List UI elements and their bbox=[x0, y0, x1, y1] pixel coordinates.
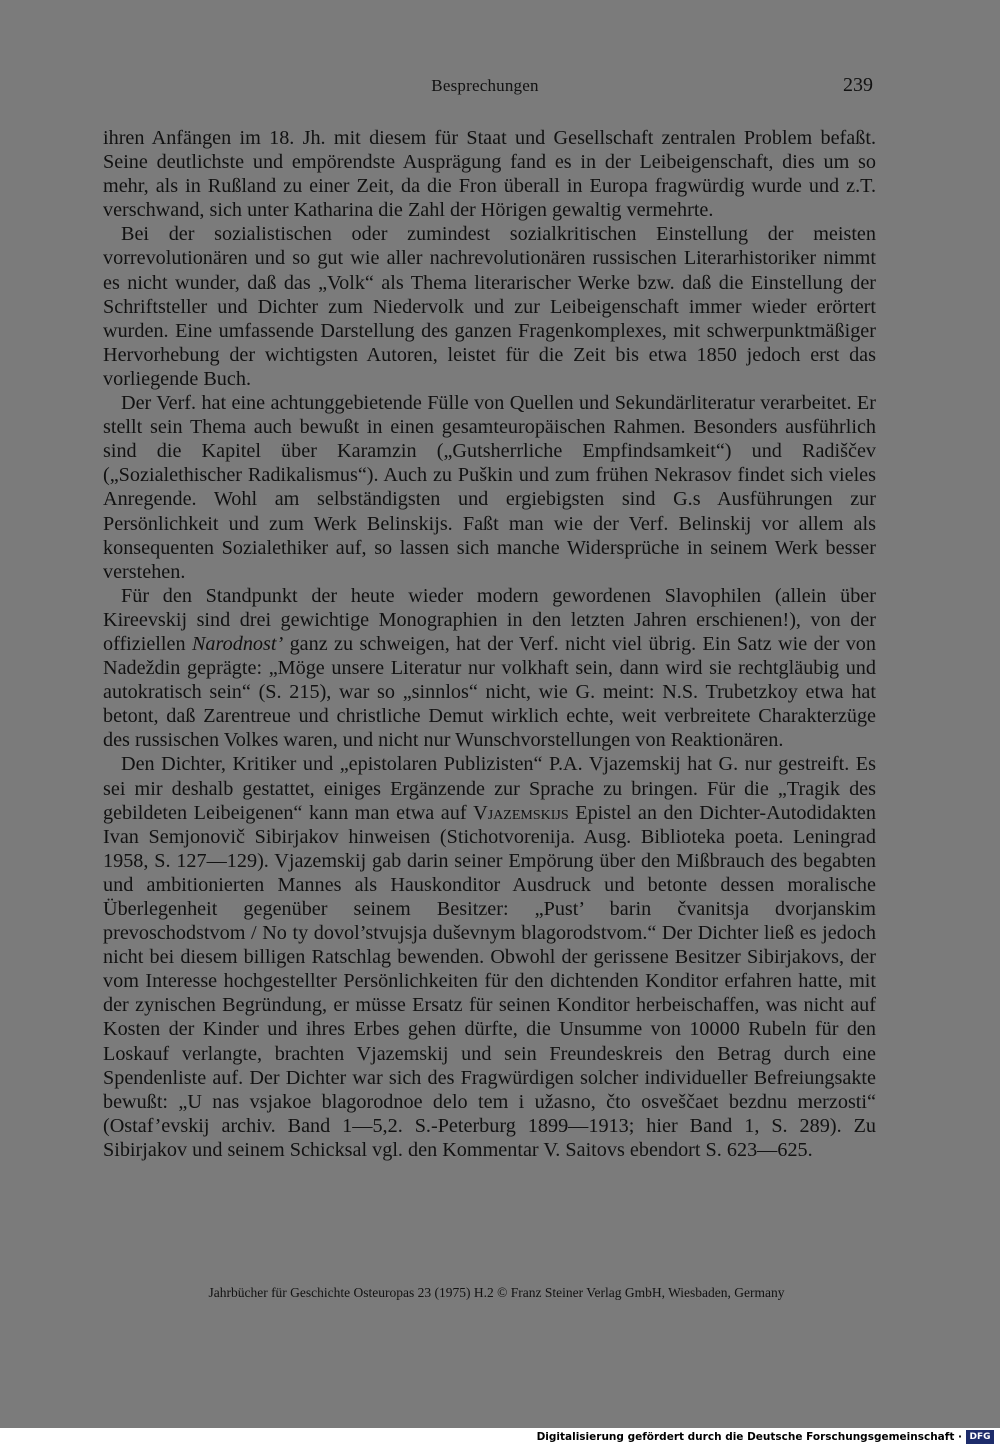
paragraph-5-text-b: Epistel an den Dichter-Autodidakten Ivan Semjonovič Sibirjakov hinweisen (Stichotvorenija. Ausg. Biblioteka poeta. Leningrad 1958, S. 127—129). Vjazemskij gab darin seiner Empörung über den Mißbrauch des begabten und ambitionierten Mannes als Hauskonditor Ausdruck und betonte dessen moralische Überlegenheit gegenüber seinem Besitzer: „Pust’ barin čvanitsja dvorjanskim prevoschodstvom / No ty dovol’stvujsja duševnym blagorodstvom.“ Der Dichter ließ es jedoch nicht bei diesem billigen Ratschlag bewenden. Obwohl der gerissene Besitzer Sibirjakovs, der vom Interesse hochgestellter Persönlichkeiten für den dichtenden Konditor erfahren hatte, mit der zynischen Begründung, er müsse Ersatz für seinen Konditor herbeischaffen, was nicht auf Kosten der Kinder und ihres Erbes gehen dürfte, die Unsumme von 10000 Rubeln für den Loskauf verlangte, brachten Vjazemskij und sein Freundeskreis den Betrag durch eine Spendenliste auf. Der Dichter war sich des Fragwürdigen solcher individueller Befreiungsakte bewußt: „U nas vsjakoe blagorodnoe delo tem i užasno, čto osveščaet bezdnu merzosti“ (Ostaf’evskij archiv. Band 1—5,2. S.-Peterburg 1899—1913; hier Band 1, S. 289). Zu Sibirjakov und seinem Schicksal vgl. den Kommentar V. Saitovs ebendort S. 623—625. bbox=[103, 801, 876, 1161]
paragraph-5-text-a: Den Dichter, Kritiker und „epistolaren Publizisten“ P.A. Vjazemskij hat G. nur gestreift. Es sei mir deshalb gestattet, einiges Ergänzende zur Sprache zu bringen. Für die „Tragik des gebildeten Leibeigenen“ kann man etwa auf bbox=[103, 753, 876, 824]
dfg-logo: DFG bbox=[966, 1430, 994, 1444]
paragraph-4-text-a: Für den Standpunkt der heute wieder modern gewordenen Slavophilen (allein über Kireevskij sind drei gewichtige Monographien in den letzten Jahren erschienen!), von der offiziellen bbox=[103, 584, 876, 655]
digitization-credit: Digitalisierung gefördert durch die Deutsche Forschungsgemeinschaft · bbox=[536, 1431, 962, 1443]
digitization-bar bbox=[0, 1428, 1000, 1447]
paragraph-5 bbox=[103, 752, 876, 1162]
article-body bbox=[103, 126, 876, 1162]
journal-citation-footer: Jahrbücher für Geschichte Osteuropas 23 (1975) H.2 © Franz Steiner Verlag GmbH, Wiesbaden, Germany bbox=[208, 1285, 785, 1300]
paragraph-3: Der Verf. hat eine achtunggebietende Fülle von Quellen und Sekundärliteratur verarbeitet. Er stellt sein Thema auch bewußt in einen gesamteuropäischen Rahmen. Besonders ausführlich sind die Kapitel über Karamzin („Gutsherrliche Empfindsamkeit“) und Radiščev („Sozialethischer Radikalismus“). Auch zu Puškin und zum frühen Nekrasov findet sich vieles Anregende. Wohl am selbständigsten und ergiebigsten sind G.s Ausführungen zur Persönlichkeit und zum Werk Belinskijs. Faßt man wie der Verf. Belinskij vor allem als konsequenten Sozialethiker auf, so lassen sich manche Widersprüche in seinem Werk besser verstehen. bbox=[103, 392, 876, 583]
paragraph-2: Bei der sozialistischen oder zumindest sozialkritischen Einstellung der meisten vorrevolutionären und so gut wie aller nachrevolutionären russischen Literarhistoriker nimmt es nicht wunder, daß das „Volk“ als Thema literarischer Werke bzw. daß die Einstellung der Schriftsteller und Dichter zum Niedervolk und zur Leibeigenschaft immer wieder erörtert wurden. Eine umfassende Darstellung des ganzen Fragenkomplexes, mit schwerpunktmäßiger Hervorhebung der wichtigsten Autoren, leistet für die Zeit bis etwa 1850 jedoch erst das vorliegende Buch. bbox=[103, 223, 876, 390]
running-header: Besprechungen bbox=[431, 76, 539, 95]
paragraph-1: ihren Anfängen im 18. Jh. mit diesem für Staat und Gesellschaft zentralen Problem befaßt. Seine deutlichste und empörendste Ausprägung fand es in der Leibeigenschaft, dies um so mehr, als in Rußland zu einer Zeit, da die Fron überall in Europa fragwürdig wurde und z.T. verschwand, sich unter Katharina die Zahl der Hörigen gewaltig vermehrte. bbox=[103, 127, 876, 222]
page-number: 239 bbox=[843, 74, 873, 96]
narodnost-term: Narodnost’ bbox=[191, 632, 284, 655]
paragraph-4-text-b: ganz zu schweigen, hat der Verf. nicht viel übrig. Ein Satz wie der von Nadeždin geprägte: „Möge unsere Literatur nur volkhaft sein, dann wird sie rechtgläubig und autokratisch sein“ (S. 215), war so „sinnlos“ nicht, wie G. meint: N.S. Trubetzkoy etwa hat betont, daß Zarentreue und christliche Demut wirklich echte, weit verbreitete Charakterzüge des russischen Volkes waren, und nicht nur Wunschvorstellungen von Reaktionären. bbox=[103, 632, 876, 752]
paragraph-4 bbox=[103, 584, 876, 753]
vjazemskij-name: Vjazemskijs bbox=[473, 801, 569, 824]
